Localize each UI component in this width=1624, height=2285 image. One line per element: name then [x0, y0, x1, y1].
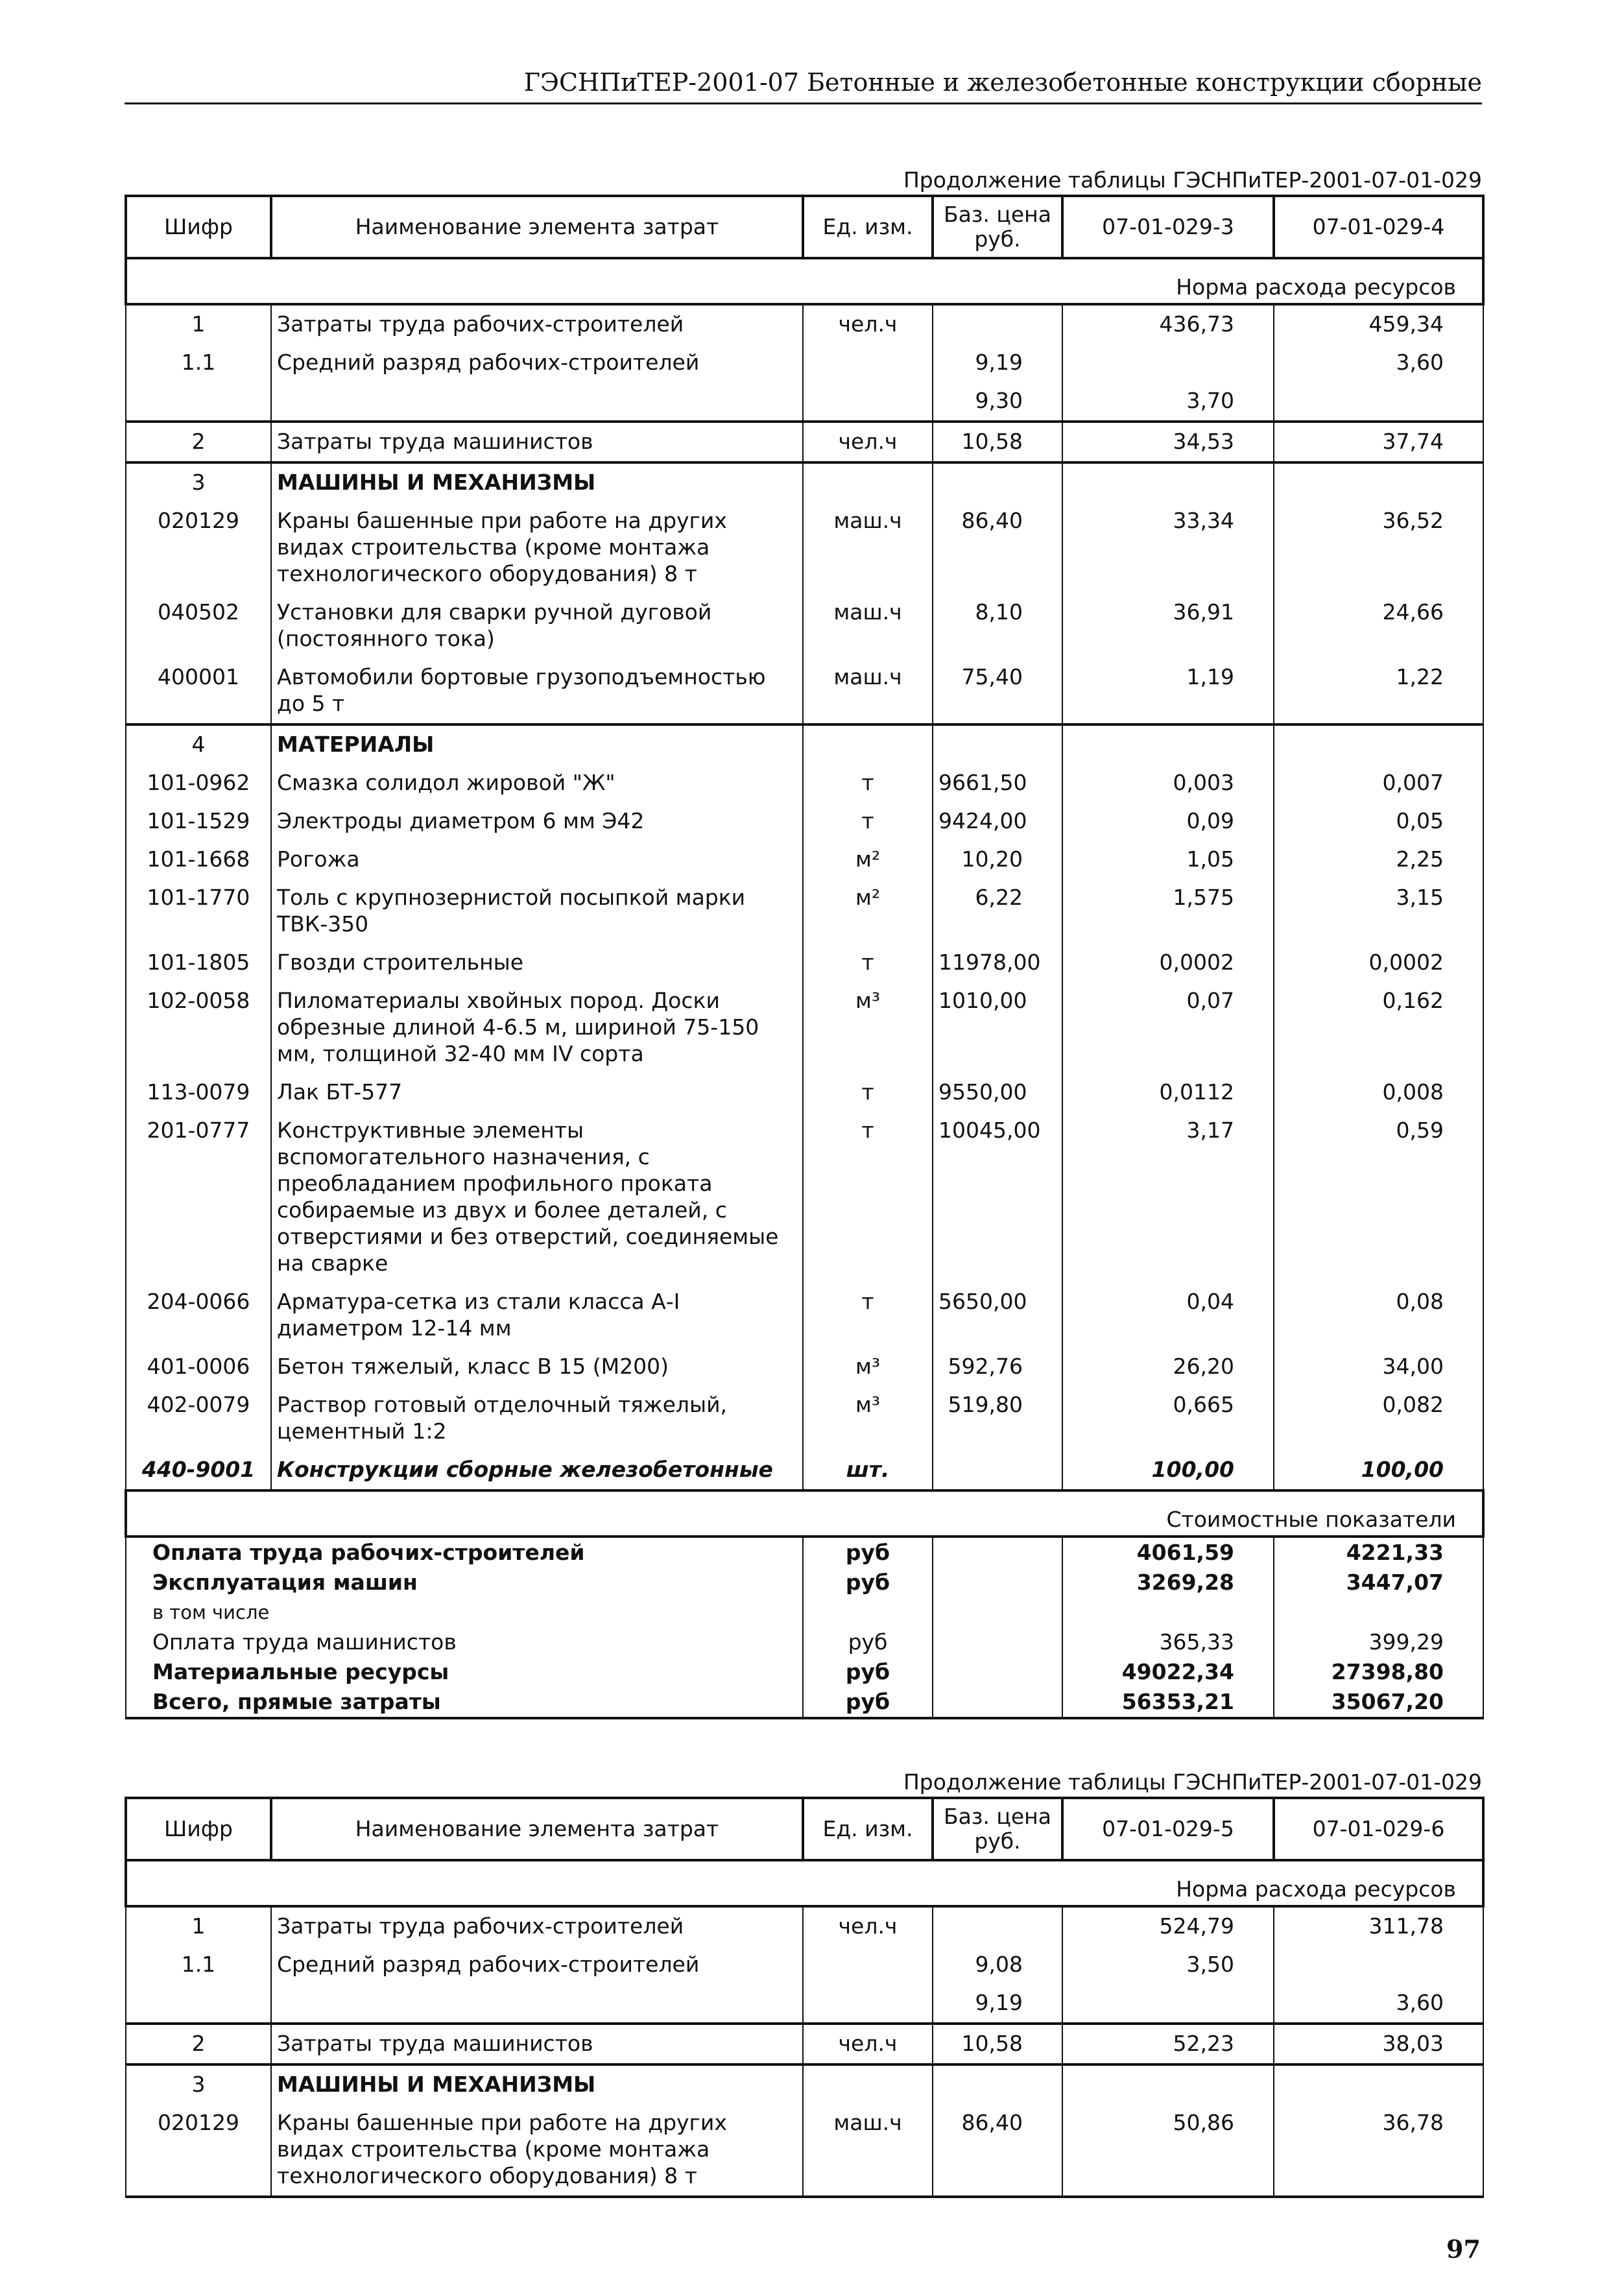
norm-value-2 [1274, 1946, 1483, 1984]
cost-value-2: 35067,20 [1274, 1687, 1483, 1718]
resource-name: Раствор готовый отделочный тяжелый, цементный 1:2 [271, 1386, 803, 1451]
base-price: 11978,00 [933, 944, 1062, 982]
resource-code: 101-1805 [126, 944, 271, 982]
resource-name: Пиломатериалы хвойных пород. Доски обрезные длиной 4-6.5 м, шириной 75-150 мм, толщиной 32-40 мм IV сорта [271, 982, 803, 1073]
unit: м³ [803, 1386, 933, 1451]
resource-table-1 [125, 195, 1485, 1719]
table-row [126, 1906, 1483, 1946]
norm-value-1: 1,575 [1062, 879, 1274, 944]
unit: руб [803, 1687, 933, 1718]
base-price: 8,10 [933, 593, 1062, 658]
base-price [933, 1627, 1062, 1657]
cost-value-2: 4221,33 [1274, 1537, 1483, 1568]
resource-code: 2 [126, 422, 271, 462]
norm-value-1: 524,79 [1062, 1906, 1274, 1946]
cost-value-2: 3447,07 [1274, 1568, 1483, 1597]
resource-name: МАТЕРИАЛЫ [271, 724, 803, 764]
base-price [933, 1568, 1062, 1597]
table-row [126, 2104, 1483, 2197]
norm-value-1: 0,665 [1062, 1386, 1274, 1451]
unit [803, 344, 933, 382]
norm-value-2: 0,007 [1274, 764, 1483, 802]
base-price: 10045,00 [933, 1112, 1062, 1283]
column-header: Ед. изм. [803, 1798, 933, 1860]
table-row [126, 1283, 1483, 1348]
base-price: 75,40 [933, 658, 1062, 724]
unit: руб [803, 1627, 933, 1657]
norm-value-2: 36,52 [1274, 502, 1483, 593]
norm-value-1: 3,50 [1062, 1946, 1274, 1984]
resource-code: 020129 [126, 2104, 271, 2197]
column-header: 07-01-029-4 [1274, 196, 1483, 258]
unit [803, 1984, 933, 2024]
resource-code: 1.1 [126, 1946, 271, 1984]
base-price [933, 1657, 1062, 1687]
table-row [126, 802, 1483, 841]
resource-name: Затраты труда машинистов [271, 2024, 803, 2064]
column-header: Наименование элемента затрат [271, 196, 803, 258]
base-price: 10,58 [933, 2024, 1062, 2064]
table-row [126, 1348, 1483, 1386]
unit: м² [803, 879, 933, 944]
resource-code: 402-0079 [126, 1386, 271, 1451]
norm-value-2 [1274, 462, 1483, 502]
unit: чел.ч [803, 422, 933, 462]
resource-name: Электроды диаметром 6 мм Э42 [271, 802, 803, 841]
norm-value-2: 0,008 [1274, 1073, 1483, 1112]
base-price: 1010,00 [933, 982, 1062, 1073]
table-row [126, 344, 1483, 382]
norm-value-1: 0,003 [1062, 764, 1274, 802]
cost-label: Эксплуатация машин [126, 1568, 803, 1597]
base-price: 9,30 [933, 382, 1062, 422]
norm-section-label: Норма расхода ресурсов [126, 1860, 1483, 1906]
unit [803, 1946, 933, 1984]
unit: маш.ч [803, 593, 933, 658]
resource-code: 1.1 [126, 344, 271, 382]
cost-row [126, 1597, 1483, 1627]
cost-label: Оплата труда машинистов [126, 1627, 803, 1657]
cost-value-1: 365,33 [1062, 1627, 1274, 1657]
norm-value-2: 0,59 [1274, 1112, 1483, 1283]
resource-code [126, 1984, 271, 2024]
resource-code: 1 [126, 304, 271, 344]
resource-name [271, 1984, 803, 2024]
cost-value-1: 4061,59 [1062, 1537, 1274, 1568]
cost-label: Материальные ресурсы [126, 1657, 803, 1687]
norm-value-2: 36,78 [1274, 2104, 1483, 2197]
table-row [126, 1946, 1483, 1984]
column-header: Баз. цена руб. [933, 1798, 1062, 1860]
norm-value-1 [1062, 344, 1274, 382]
norm-value-1: 50,86 [1062, 2104, 1274, 2197]
base-price: 592,76 [933, 1348, 1062, 1386]
base-price [933, 1451, 1062, 1490]
norm-value-1: 1,19 [1062, 658, 1274, 724]
unit [803, 724, 933, 764]
header-row [126, 196, 1483, 258]
table-row [126, 1112, 1483, 1283]
resource-code: 040502 [126, 593, 271, 658]
resource-code: 101-1668 [126, 841, 271, 879]
unit: т [803, 764, 933, 802]
norm-value-1: 3,70 [1062, 382, 1274, 422]
base-price: 10,20 [933, 841, 1062, 879]
table-row [126, 2064, 1483, 2104]
norm-value-2: 311,78 [1274, 1906, 1483, 1946]
norm-value-1: 33,34 [1062, 502, 1274, 593]
norm-value-2: 2,25 [1274, 841, 1483, 879]
cost-row [126, 1627, 1483, 1657]
cost-value-2: 399,29 [1274, 1627, 1483, 1657]
norm-value-2: 0,05 [1274, 802, 1483, 841]
table-row [126, 982, 1483, 1073]
norm-value-1: 0,0002 [1062, 944, 1274, 982]
base-price: 9,19 [933, 344, 1062, 382]
norm-value-2: 0,162 [1274, 982, 1483, 1073]
base-price: 86,40 [933, 502, 1062, 593]
norm-section-row [126, 258, 1483, 304]
table-row [126, 1073, 1483, 1112]
base-price: 9,19 [933, 1984, 1062, 2024]
cost-value-1 [1062, 1597, 1274, 1627]
unit: м² [803, 841, 933, 879]
norm-value-2 [1274, 2064, 1483, 2104]
norm-value-1: 0,0112 [1062, 1073, 1274, 1112]
resource-code: 101-1529 [126, 802, 271, 841]
base-price [933, 724, 1062, 764]
resource-name: Затраты труда рабочих-строителей [271, 304, 803, 344]
column-header: Шифр [126, 1798, 271, 1860]
resource-name: МАШИНЫ И МЕХАНИЗМЫ [271, 462, 803, 502]
norm-value-2: 459,34 [1274, 304, 1483, 344]
unit: м³ [803, 1348, 933, 1386]
resource-name: Автомобили бортовые грузоподъемностью до 5 т [271, 658, 803, 724]
resource-name: Краны башенные при работе на других видах строительства (кроме монтажа технологического оборудования) 8 т [271, 502, 803, 593]
norm-value-1 [1062, 462, 1274, 502]
norm-section-label: Норма расхода ресурсов [126, 258, 1483, 304]
base-price [933, 2064, 1062, 2104]
norm-value-2: 0,082 [1274, 1386, 1483, 1451]
norm-value-1: 3,17 [1062, 1112, 1274, 1283]
cost-row [126, 1568, 1483, 1597]
resource-code: 3 [126, 2064, 271, 2104]
table-row [126, 1451, 1483, 1490]
table-row [126, 502, 1483, 593]
table-row [126, 2024, 1483, 2064]
resource-code: 440-9001 [126, 1451, 271, 1490]
norm-value-1: 436,73 [1062, 304, 1274, 344]
resource-name: Краны башенные при работе на других видах строительства (кроме монтажа технологического оборудования) 8 т [271, 2104, 803, 2197]
column-header: 07-01-029-3 [1062, 196, 1274, 258]
resource-name: Лак БТ-577 [271, 1073, 803, 1112]
resource-name: Смазка солидол жировой "Ж" [271, 764, 803, 802]
resource-name: Бетон тяжелый, класс В 15 (М200) [271, 1348, 803, 1386]
resource-code: 101-0962 [126, 764, 271, 802]
running-head: ГЭСНПиТЕР-2001-07 Бетонные и железобетонные конструкции сборные [523, 68, 1482, 97]
base-price: 86,40 [933, 2104, 1062, 2197]
column-header: Баз. цена руб. [933, 196, 1062, 258]
cost-row [126, 1657, 1483, 1687]
table-row [126, 382, 1483, 422]
base-price [933, 304, 1062, 344]
unit: чел.ч [803, 1906, 933, 1946]
resource-name: Гвозди строительные [271, 944, 803, 982]
unit: т [803, 944, 933, 982]
cost-row [126, 1687, 1483, 1718]
norm-value-2 [1274, 724, 1483, 764]
resource-code: 3 [126, 462, 271, 502]
base-price: 9550,00 [933, 1073, 1062, 1112]
unit [803, 2064, 933, 2104]
table-row [126, 422, 1483, 462]
table1-caption: Продолжение таблицы ГЭСНПиТЕР-2001-07-01-029 [903, 167, 1482, 193]
unit: маш.ч [803, 658, 933, 724]
resource-code: 400001 [126, 658, 271, 724]
cost-value-2: 27398,80 [1274, 1657, 1483, 1687]
header-row [126, 1798, 1483, 1860]
base-price: 10,58 [933, 422, 1062, 462]
cost-value-1: 56353,21 [1062, 1687, 1274, 1718]
norm-value-1: 1,05 [1062, 841, 1274, 879]
resource-name: Средний разряд рабочих-строителей [271, 344, 803, 382]
header-rule [125, 102, 1482, 104]
unit: т [803, 1283, 933, 1348]
table-row [126, 1386, 1483, 1451]
norm-value-2: 24,66 [1274, 593, 1483, 658]
resource-code: 4 [126, 724, 271, 764]
norm-value-1: 36,91 [1062, 593, 1274, 658]
resource-code: 2 [126, 2024, 271, 2064]
resource-code: 201-0777 [126, 1112, 271, 1283]
resource-code: 1 [126, 1906, 271, 1946]
norm-value-1: 52,23 [1062, 2024, 1274, 2064]
table-row [126, 1984, 1483, 2024]
unit: маш.ч [803, 502, 933, 593]
base-price [933, 1687, 1062, 1718]
unit: руб [803, 1537, 933, 1568]
unit: т [803, 802, 933, 841]
norm-value-1: 34,53 [1062, 422, 1274, 462]
table-row [126, 304, 1483, 344]
table-row [126, 658, 1483, 724]
norm-section-row [126, 1860, 1483, 1906]
norm-value-2: 3,15 [1274, 879, 1483, 944]
table-row [126, 764, 1483, 802]
norm-value-1: 0,07 [1062, 982, 1274, 1073]
norm-value-1: 100,00 [1062, 1451, 1274, 1490]
resource-code: 020129 [126, 502, 271, 593]
column-header: Шифр [126, 196, 271, 258]
base-price: 9424,00 [933, 802, 1062, 841]
cost-value-1: 49022,34 [1062, 1657, 1274, 1687]
resource-code: 401-0006 [126, 1348, 271, 1386]
table-row [126, 879, 1483, 944]
resource-code: 204-0066 [126, 1283, 271, 1348]
unit: руб [803, 1568, 933, 1597]
resource-name: Установки для сварки ручной дуговой (постоянного тока) [271, 593, 803, 658]
cost-section-label: Стоимостные показатели [126, 1490, 1483, 1537]
norm-value-1 [1062, 724, 1274, 764]
cost-value-1: 3269,28 [1062, 1568, 1274, 1597]
table-row [126, 944, 1483, 982]
base-price: 9,08 [933, 1946, 1062, 1984]
unit: чел.ч [803, 304, 933, 344]
resource-code: 113-0079 [126, 1073, 271, 1112]
resource-name: Затраты труда рабочих-строителей [271, 1906, 803, 1946]
norm-value-2: 3,60 [1274, 1984, 1483, 2024]
resource-name: Средний разряд рабочих-строителей [271, 1946, 803, 1984]
norm-value-2: 100,00 [1274, 1451, 1483, 1490]
norm-value-1 [1062, 1984, 1274, 2024]
base-price: 5650,00 [933, 1283, 1062, 1348]
base-price [933, 1597, 1062, 1627]
table-row [126, 593, 1483, 658]
column-header: 07-01-029-6 [1274, 1798, 1483, 1860]
unit: т [803, 1073, 933, 1112]
cost-label: Всего, прямые затраты [126, 1687, 803, 1718]
cost-label: в том числе [126, 1597, 803, 1627]
norm-value-2: 38,03 [1274, 2024, 1483, 2064]
column-header: Наименование элемента затрат [271, 1798, 803, 1860]
norm-value-1 [1062, 2064, 1274, 2104]
resource-name: Толь с крупнозернистой посыпкой марки ТВК-350 [271, 879, 803, 944]
resource-name: МАШИНЫ И МЕХАНИЗМЫ [271, 2064, 803, 2104]
resource-name: Конструктивные элементы вспомогательного назначения, с преобладанием профильного проката собираемые из двух и более деталей, с отверстиями и без отверстий, соединяемые на сварке [271, 1112, 803, 1283]
table-row [126, 724, 1483, 764]
norm-value-2: 1,22 [1274, 658, 1483, 724]
unit [803, 1597, 933, 1627]
unit: маш.ч [803, 2104, 933, 2197]
resource-code [126, 382, 271, 422]
unit: м³ [803, 982, 933, 1073]
unit [803, 462, 933, 502]
norm-value-2: 3,60 [1274, 344, 1483, 382]
cost-value-2 [1274, 1597, 1483, 1627]
base-price: 519,80 [933, 1386, 1062, 1451]
base-price: 6,22 [933, 879, 1062, 944]
base-price [933, 1906, 1062, 1946]
norm-value-1: 0,04 [1062, 1283, 1274, 1348]
resource-code: 102-0058 [126, 982, 271, 1073]
norm-value-2: 34,00 [1274, 1348, 1483, 1386]
table-row [126, 462, 1483, 502]
base-price [933, 1537, 1062, 1568]
cost-section-row [126, 1490, 1483, 1537]
norm-value-2: 0,08 [1274, 1283, 1483, 1348]
unit [803, 382, 933, 422]
resource-name [271, 382, 803, 422]
column-header: Ед. изм. [803, 196, 933, 258]
base-price: 9661,50 [933, 764, 1062, 802]
unit: руб [803, 1657, 933, 1687]
resource-name: Рогожа [271, 841, 803, 879]
norm-value-1: 0,09 [1062, 802, 1274, 841]
resource-name: Конструкции сборные железобетонные [271, 1451, 803, 1490]
resource-name: Затраты труда машинистов [271, 422, 803, 462]
unit: шт. [803, 1451, 933, 1490]
table2-caption: Продолжение таблицы ГЭСНПиТЕР-2001-07-01-029 [903, 1769, 1482, 1795]
table-row [126, 841, 1483, 879]
resource-table-2 [125, 1797, 1485, 2198]
page-number: 97 [1446, 2234, 1481, 2264]
norm-value-2: 37,74 [1274, 422, 1483, 462]
norm-value-2: 0,0002 [1274, 944, 1483, 982]
base-price [933, 462, 1062, 502]
column-header: 07-01-029-5 [1062, 1798, 1274, 1860]
unit: чел.ч [803, 2024, 933, 2064]
cost-label: Оплата труда рабочих-строителей [126, 1537, 803, 1568]
cost-row [126, 1537, 1483, 1568]
norm-value-2 [1274, 382, 1483, 422]
resource-name: Арматура-сетка из стали класса А-I диаметром 12-14 мм [271, 1283, 803, 1348]
unit: т [803, 1112, 933, 1283]
norm-value-1: 26,20 [1062, 1348, 1274, 1386]
resource-code: 101-1770 [126, 879, 271, 944]
